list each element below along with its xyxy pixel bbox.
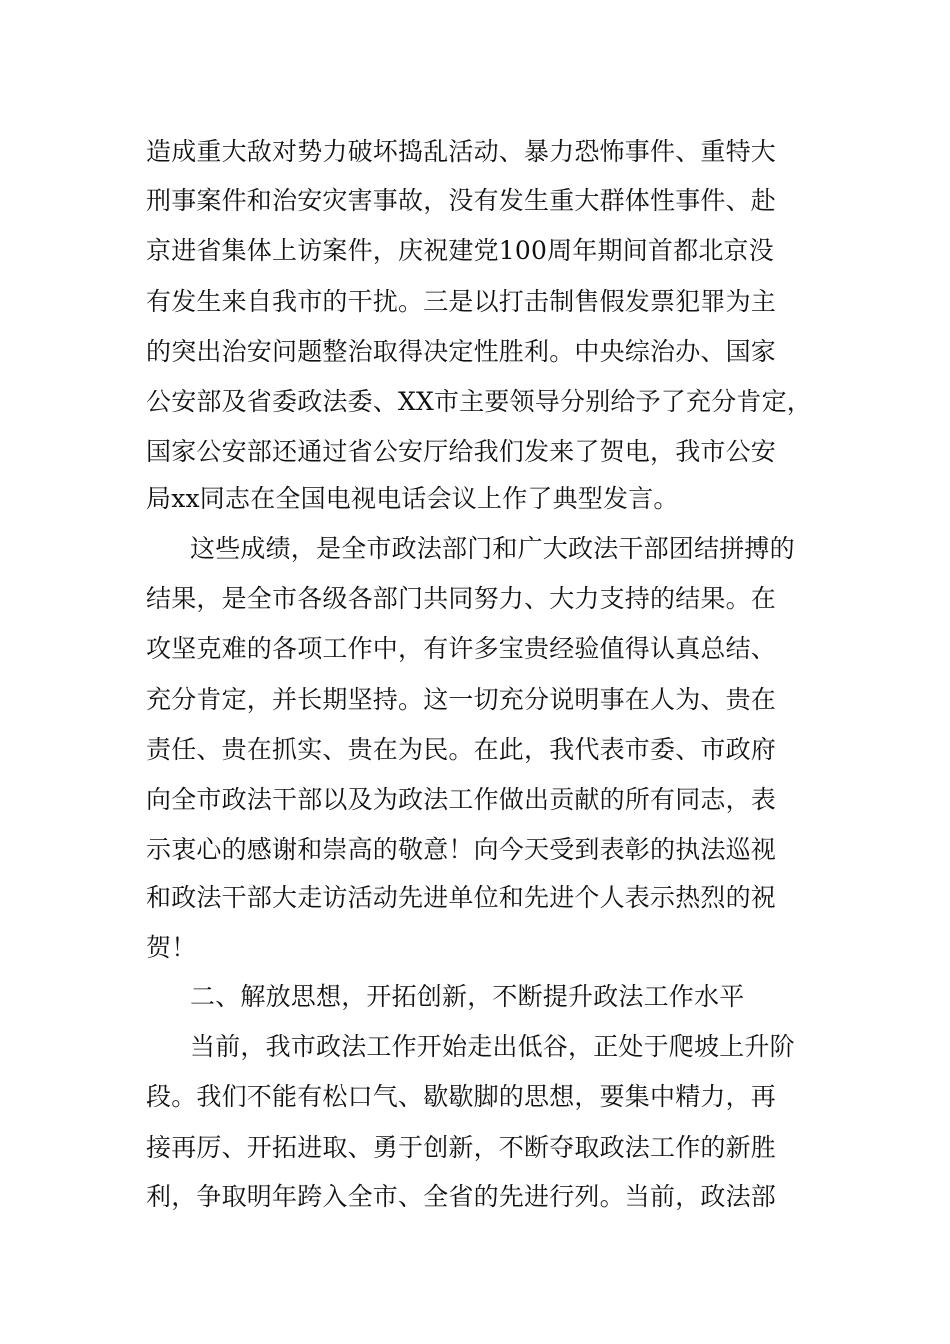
text-line: 段。我们不能有松口气、歇歇脚的思想，要集中精力，再 bbox=[146, 1082, 777, 1111]
text-line: 造成重大敌对势力破坏捣乱活动、暴力恐怖事件、重特大 bbox=[146, 137, 777, 166]
text-line: 京进省集体上访案件，庆祝建党100周年期间首都北京没 bbox=[146, 236, 774, 265]
text-line: 公安部及省委政法委、XX市主要领导分别给予了充分肯定， bbox=[146, 387, 812, 416]
text-line: 贺！ bbox=[146, 933, 197, 962]
text-line: 示衷心的感谢和崇高的敬意！向今天受到表彰的执法巡视 bbox=[146, 835, 777, 864]
text-line: 刑事案件和治安灾害事故，没有发生重大群体性事件、赴 bbox=[146, 186, 777, 215]
text-line: 利，争取明年跨入全市、全省的先进行列。当前，政法部 bbox=[146, 1182, 777, 1211]
text-line: 的突出治安问题整治取得决定性胜利。中央综治办、国家 bbox=[146, 337, 777, 366]
text-line: 接再厉、开拓进取、勇于创新，不断夺取政法工作的新胜 bbox=[146, 1133, 777, 1162]
text-line: 向全市政法干部以及为政法工作做出贡献的所有同志，表 bbox=[146, 785, 777, 814]
section-heading: 二、解放思想，开拓创新，不断提升政法工作水平 bbox=[190, 982, 745, 1011]
text-line: 局xx同志在全国电视电话会议上作了典型发言。 bbox=[146, 484, 679, 513]
text-line: 责任、贵在抓实、贵在为民。在此，我代表市委、市政府 bbox=[146, 735, 777, 764]
paragraph-start-line: 这些成绩，是全市政法部门和广大政法干部团结拼搏的 bbox=[190, 534, 795, 563]
text-line: 攻坚克难的各项工作中，有许多宝贵经验值得认真总结、 bbox=[146, 634, 777, 663]
text-line: 国家公安部还通过省公安厅给我们发来了贺电，我市公安 bbox=[146, 437, 777, 466]
text-line: 结果，是全市各级各部门共同努力、大力支持的结果。在 bbox=[146, 584, 777, 613]
text-line: 充分肯定，并长期坚持。这一切充分说明事在人为、贵在 bbox=[146, 685, 777, 714]
paragraph-start-line: 当前，我市政法工作开始走出低谷，正处于爬坡上升阶 bbox=[190, 1032, 795, 1061]
text-line: 有发生来自我市的干扰。三是以打击制售假发票犯罪为主 bbox=[146, 287, 777, 316]
text-line: 和政法干部大走访活动先进单位和先进个人表示热烈的祝 bbox=[146, 883, 777, 912]
